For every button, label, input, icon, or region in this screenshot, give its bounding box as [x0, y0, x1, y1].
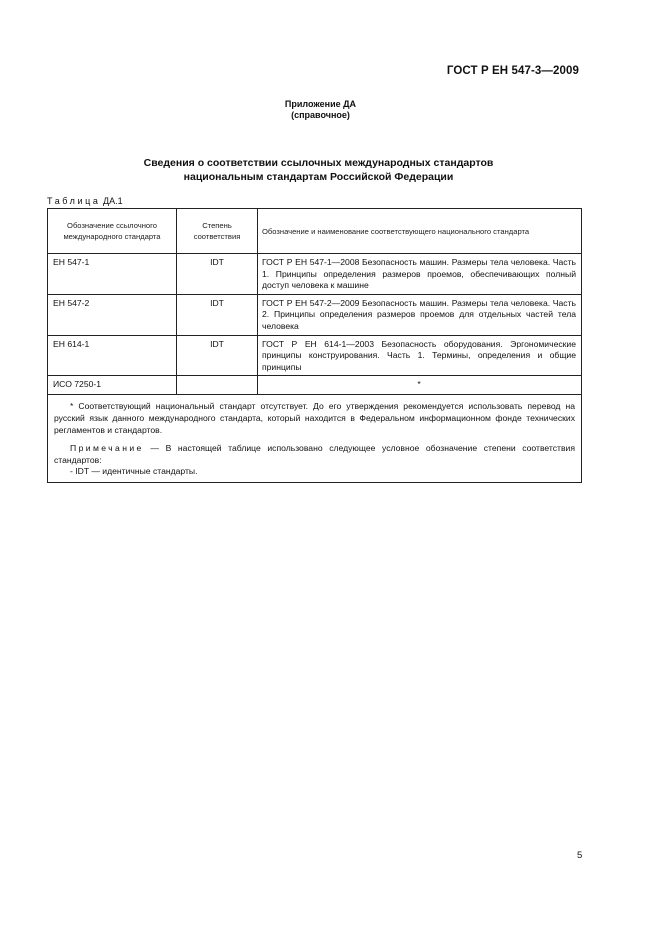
- table-row: [48, 335, 582, 376]
- table-caption-word: Таблица: [47, 196, 101, 206]
- table-row: [48, 294, 582, 335]
- table-row: [48, 254, 582, 295]
- note: [54, 443, 575, 466]
- appendix-title: Приложение ДА: [284, 99, 357, 109]
- cell-degree: IDT: [177, 335, 258, 376]
- note-label: Примечание: [70, 443, 144, 454]
- footnote-text: * Соответствующий национальный стандарт отсутствует. До его утверждения рекомендуется использовать перевод на русский язык данного международного стандарта, который находится в Федеральном информационном фонде технических регламентов и стандартов.: [54, 401, 575, 435]
- cell-degree: IDT: [177, 294, 258, 335]
- header-degree-line2: соответствия: [193, 232, 241, 241]
- document-code: ГОСТ Р ЕН 547-3—2009: [446, 65, 579, 77]
- page-number: 5: [577, 850, 583, 861]
- header-national-standard: Обозначение и наименование соответствующего национального стандарта: [258, 209, 582, 254]
- section-title-line2: национальным стандартам Российской Федерации: [183, 171, 454, 183]
- section-title-line1: Сведения о соответствии ссылочных международных стандартов: [143, 157, 494, 169]
- table-header-row: [48, 209, 582, 254]
- section-title: [0, 156, 649, 184]
- cell-national: *: [258, 376, 582, 395]
- cell-national: ГОСТ Р ЕН 547-1—2008 Безопасность машин. Размеры тела человека. Часть 1. Принципы определения размеров проемов, обеспечивающих полный доступ человека к машине: [258, 254, 582, 295]
- cell-ref: ЕН 547-1: [48, 254, 177, 295]
- note-text: — В настоящей таблице использовано следующее условное обозначение степени соответствия стандартов:: [54, 443, 576, 465]
- cell-national: ГОСТ Р ЕН 547-2—2009 Безопасность машин. Размеры тела человека. Часть 2. Принципы определения размеров проемов для отдельных частей тела человека: [258, 294, 582, 335]
- header-ref-line2: международного стандарта: [63, 232, 161, 241]
- cell-national: ГОСТ Р ЕН 614-1—2003 Безопасность оборудования. Эргономические принципы конструирования. Часть 1. Термины, определения и общие принципы: [258, 335, 582, 376]
- appendix-subtitle: (справочное): [291, 110, 350, 120]
- table-footnote-row: [48, 395, 582, 483]
- header-ref-standard: [48, 209, 177, 254]
- header-degree-line1: Степень: [202, 221, 232, 230]
- table-row: [48, 376, 582, 395]
- header-ref-line1: Обозначение ссылочного: [67, 221, 157, 230]
- cell-degree: IDT: [177, 254, 258, 295]
- footnote-cell: [48, 395, 582, 483]
- header-degree: [177, 209, 258, 254]
- table-caption-id: ДА.1: [103, 196, 123, 206]
- correspondence-table: [47, 208, 582, 483]
- cell-degree: [177, 376, 258, 395]
- note-item: - IDT — идентичные стандарты.: [70, 466, 198, 477]
- cell-ref: ИСО 7250-1: [48, 376, 177, 395]
- cell-ref: ЕН 547-2: [48, 294, 177, 335]
- cell-ref: ЕН 614-1: [48, 335, 177, 376]
- table-caption: [47, 196, 123, 206]
